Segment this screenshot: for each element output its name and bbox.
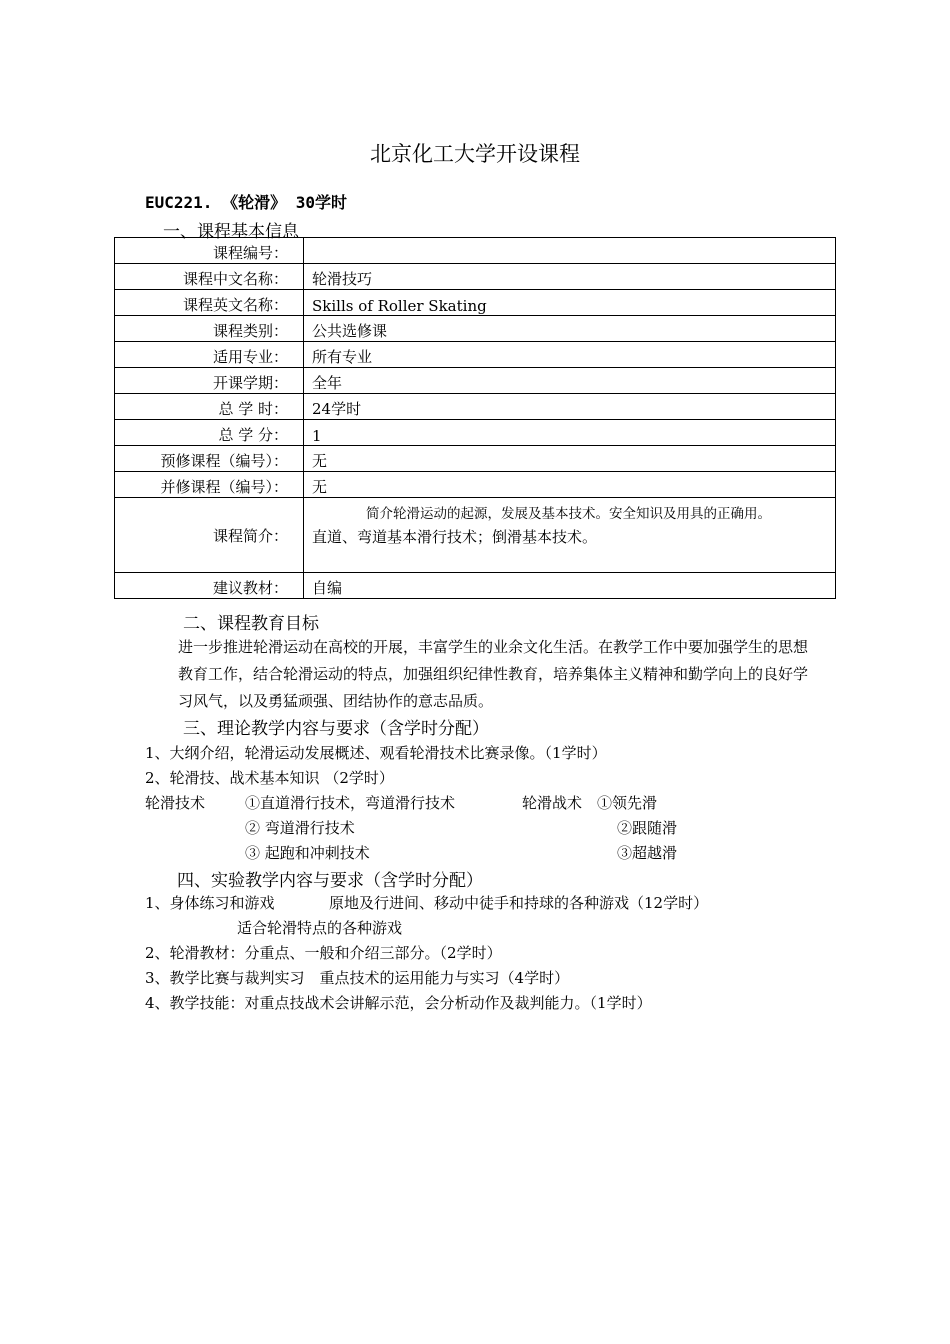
goal-paragraph: 进一步推进轮滑运动在高校的开展，丰富学生的业余文化生活。在教学工作中要加强学生的思想教育工作，结合轮滑运动的特点，加强组织纪律性教育，培养集体主义精神和勤学向上的良好学习风气，以及勇猛顽强、团结协作的意志品质。 [178,638,809,710]
tactic-item-2: ②跟随滑 [617,819,678,837]
textbook-label: 建议教材： [115,573,304,599]
info-label: 课程中文名称： [115,264,304,290]
lab-item-3: 3、教学比赛与裁判实习 重点技术的运用能力与实习（4学时） [145,969,570,987]
tech-item-3: ③ 起跑和冲刺技术 [245,844,370,862]
tech-item-2: ② 弯道滑行技术 [245,819,355,837]
info-value: 1 [304,420,836,446]
section-heading-basic-info: 一、课程基本信息 [163,222,299,242]
info-row [115,342,836,368]
info-value: 公共选修课 [304,316,836,342]
theory-item-2: 2、轮滑技、战术基本知识 （2学时） [145,769,394,787]
info-value: 全年 [304,368,836,394]
info-label: 课程英文名称： [115,290,304,316]
info-value: 无 [304,446,836,472]
tech-item-1: ①直道滑行技术，弯道滑行技术 [245,794,456,812]
lab-item-4: 4、教学技能：对重点技战术会讲解示范，会分析动作及裁判能力。（1学时） [145,994,652,1012]
info-row-intro [115,498,836,573]
info-value: Skills of Roller Skating [304,290,836,316]
lab-item-1c: 适合轮滑特点的各种游戏 [237,919,403,937]
section-heading-lab: 四、实验教学内容与要求（含学时分配） [177,871,483,891]
info-label: 适用专业： [115,342,304,368]
info-row [115,420,836,446]
section-heading-theory: 三、理论教学内容与要求（含学时分配） [183,719,489,739]
info-value: 无 [304,472,836,498]
tactic-item-1: ①领先滑 [597,794,658,812]
textbook-value: 自编 [304,573,836,599]
tactic-label: 轮滑战术 [522,794,583,812]
intro-value [304,498,836,573]
intro-line-1: 简介轮滑运动的起源，发展及基本技术。安全知识及用具的正确用。 [366,505,771,522]
info-label: 课程编号： [115,238,304,264]
info-row [115,316,836,342]
intro-label: 课程简介： [115,498,304,573]
info-row [115,368,836,394]
info-label: 并修课程（编号）： [115,472,304,498]
info-row [115,290,836,316]
info-label: 开课学期： [115,368,304,394]
info-value: 所有专业 [304,342,836,368]
theory-item-1: 1、大纲介绍，轮滑运动发展概述、观看轮滑技术比赛录像。（1学时） [145,744,607,762]
lab-item-2: 2、轮滑教材：分重点、一般和介绍三部分。（2学时） [145,944,502,962]
info-row [115,238,836,264]
info-label: 总 学 时： [115,394,304,420]
page-title: 北京化工大学开设课程 [370,142,580,166]
course-info-table [114,237,836,599]
info-value: 24学时 [304,394,836,420]
info-row [115,446,836,472]
info-label: 总 学 分： [115,420,304,446]
info-row [115,472,836,498]
lab-item-1a: 1、身体练习和游戏 [145,894,275,912]
info-row [115,394,836,420]
tech-label: 轮滑技术 [145,794,206,812]
info-row-textbook [115,573,836,599]
course-code-line: EUC221. 《轮滑》 30学时 [145,193,347,212]
lab-item-1b: 原地及行进间、移动中徒手和持球的各种游戏（12学时） [329,894,709,912]
section-heading-goals: 二、课程教育目标 [183,614,319,634]
info-value [304,238,836,264]
info-label: 课程类别： [115,316,304,342]
info-value: 轮滑技巧 [304,264,836,290]
tactic-item-3: ③超越滑 [617,844,678,862]
info-row [115,264,836,290]
info-label: 预修课程（编号）： [115,446,304,472]
intro-line-2: 直道、弯道基本滑行技术；倒滑基本技术。 [312,527,598,546]
